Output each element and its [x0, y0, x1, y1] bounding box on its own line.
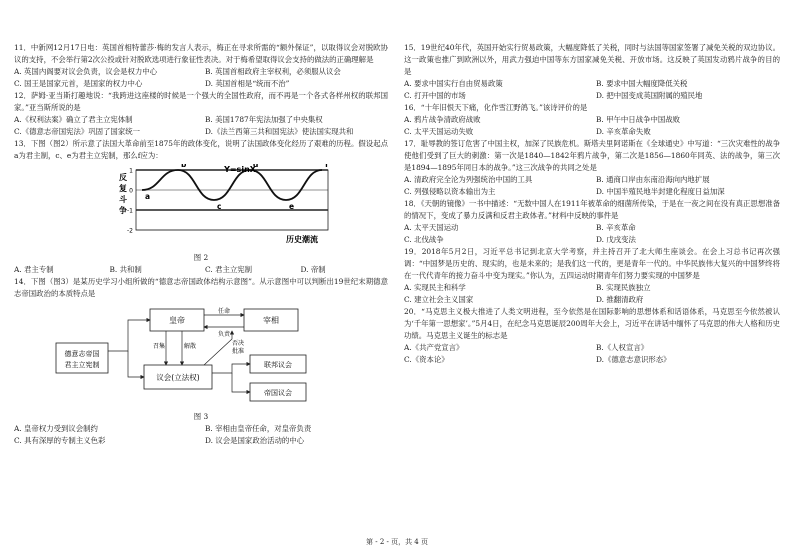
q19-option-a: A. 实现民主和科学 — [404, 282, 466, 292]
q20-option-c: C.《资本论》 — [404, 354, 449, 364]
q16-option-a: A. 鸦片战争清政府战败 — [404, 114, 481, 124]
q19-option-c: C. 建立社会主义国家 — [404, 294, 474, 304]
chart-point-label-a: a — [145, 191, 151, 201]
q18-option-c: C. 北伐战争 — [404, 234, 444, 244]
q14-option-b: B. 宰相由皇帝任命，对皇帝负责 — [205, 423, 312, 433]
left-column — [14, 42, 388, 447]
q11-option-b: B. 英国首相政府主宰权利，必须服从议会 — [205, 66, 341, 76]
question-13-options — [14, 264, 388, 276]
chart-xlabel: 历史潮流 — [286, 234, 318, 244]
chart-frame — [136, 170, 328, 230]
figure-2-chart — [116, 164, 388, 252]
chart-point-label-e: e — [289, 201, 295, 211]
label-veto: 否决 — [231, 339, 245, 347]
question-20-stem: 20．“马克思主义极大推进了人类文明进程，至今依然是在国际影响的思想体系和话语体系，马克思至今依然被认为‘千年第一思想家’。”5月4日，在纪念马克思诞辰200周年大会上，习近平在讲话中缅怀了马克思的伟大人格和历史功绩。马克思主义诞生的标志是 — [404, 306, 780, 340]
question-11-stem: 11．中新网12月17日电：英国首相特蕾莎·梅的发言人表示，梅正在寻求所需的“额外保证”，以取得议会对脱欧协议的支持，不会举行第2次公投或针对脱欧选项进行象征性表决。对于梅希望取得议会支持的做法的正确理解是 — [14, 43, 388, 64]
question-15-stem: 15．19世纪40年代，英国开始实行贸易政策，大幅度降低了关税，同时与法国等国家签署了减免关税的双边协议。这一政策也推广到欧洲以外，用武力强迫中国等东方国家减免关税、开放市场。这反映了英国发动鸦片战争的目的是 — [404, 43, 780, 76]
question-14-options — [14, 423, 388, 447]
q12-option-b: B. 美国1787年宪法加强了中央集权 — [205, 114, 323, 124]
chart-point-label-b: b — [181, 163, 187, 169]
q16-option-d: D. 辛亥革命失败 — [596, 126, 651, 136]
q19-option-d: D. 推翻清政府 — [596, 294, 644, 304]
q13-option-d: D. 帝制 — [300, 264, 326, 274]
question-13-stem: 13．下图（图2）所示意了法国大革命前至1875年的政体变化，说明了法国政体变化经历了艰难的历程。假设起点a为君主制，c、e为君主立宪制，那么f应为： — [14, 138, 388, 160]
figure-3-diagram — [54, 303, 388, 411]
q17-option-c: C. 列强侵略以资本输出为主 — [404, 186, 496, 196]
question-18-stem: 18．《天朝的镜像》一书中描述：“无数中国人在1911年被革命的细菌所传染，于是在一夜之间在没有真正思想准备的情况下，变成了暴力反满和反君主政体者。”材料中反映的事件是 — [404, 198, 780, 220]
chart-ytick-label: 0 — [129, 187, 133, 195]
connector-left-parliament — [128, 351, 144, 377]
q20-option-a: A.《共产党宣言》 — [404, 342, 464, 352]
label-responsible: 负责 — [217, 330, 231, 338]
q17-option-a: A. 清政府完全沦为列强统治中国的工具 — [404, 174, 533, 184]
sine-chart-svg — [116, 164, 336, 248]
lower-house-label: 帝国议会 — [264, 388, 292, 397]
q14-option-a: A. 皇帝权力受到议会制约 — [14, 423, 98, 433]
connector-left-emperor — [108, 320, 150, 351]
q14-option-d: D. 议会是国家政治活动的中心 — [205, 435, 305, 445]
chart-ytick-label: -2 — [127, 227, 133, 235]
politics-diagram-svg — [54, 303, 314, 407]
chart-point-label-d: d — [253, 163, 259, 169]
question-19-stem: 19．2018年5月2日，习近平总书记到北京大学考察，并主持召开了北大师生座谈会。在会上习总书记再次强调：“中国梦是历史的、现实的，也是未来的；是我们这一代的，更是青年一代的。中华民族伟大复兴的中国梦终将在一代代青年的接力奋斗中变为现实。”你认为，五四运动时期青年们努力要实现的中国梦是 — [404, 246, 780, 280]
connector-lower — [232, 373, 250, 392]
figure-2-caption: 图 2 — [193, 252, 209, 262]
label-approve: 批准 — [231, 347, 245, 355]
q20-option-b: B.《人权宣言》 — [596, 342, 649, 352]
chart-series-line — [142, 170, 322, 200]
question-16-options — [404, 114, 780, 138]
question-17-stem: 17．耻辱教的签订危害了中国主权，加深了民族危机。斯塔夫里阿诺斯在《全球通史》中写道：“三次灾难性的战争使他们受到了巨大的刺激：第一次是1840—1842年鸦片战争，第二次是1856—1860年同英、法的战争，第三次是1894—1895年同日本的战争。”这三次战争的共同之处是 — [404, 138, 780, 172]
q13-option-c: C. 君主立宪制 — [205, 264, 253, 274]
question-17-options — [404, 174, 780, 198]
emperor-label: 皇帝 — [169, 315, 185, 325]
figure-3-caption: 图 3 — [193, 411, 209, 421]
chart-ytick-label: -1 — [127, 207, 133, 215]
question-12-stem: 12．萨姆·亚当斯打趣地说：“我跨进这座楼的时候是一个强大的全国性政府，而不再是一个各式各样州权的联邦国家。”亚当斯所说的是 — [14, 90, 388, 112]
q18-option-a: A. 太平天国运动 — [404, 222, 459, 232]
chancellor-label: 宰相 — [263, 315, 279, 325]
question-14-stem: 14．下图（图3）是某历史学习小组所做的“德意志帝国政体结构示意图”。从示意图中可以判断出19世纪末期德意志帝国政治的本质特点是 — [14, 276, 388, 298]
left-box-line2: 君主立宪制 — [64, 360, 100, 369]
q18-option-d: D. 戊戌变法 — [596, 234, 636, 244]
chart-title: Y=sinX — [224, 164, 256, 174]
question-16-stem: 16．“十年旧恨天下痛，化作雪江野鸽飞。”该诗评价的是 — [404, 102, 588, 112]
label-summon: 召集 — [152, 342, 166, 350]
q16-option-c: C. 太平天国运动失败 — [404, 126, 474, 136]
q12-option-d: D.《法兰西第三共和国宪法》使法国实现共和 — [205, 126, 354, 136]
label-dissolve: 解散 — [183, 342, 197, 350]
q17-option-d: D. 中国半殖民地半封建化程度日益加深 — [596, 186, 725, 196]
q11-option-c: C. 国王是国家元首，是国家的权力中心 — [14, 78, 143, 88]
q16-option-b: B. 甲午中日战争中国战败 — [596, 114, 681, 124]
q20-option-d: D.《德意志意识形态》 — [596, 354, 671, 364]
chart-point-label-c: c — [217, 201, 222, 211]
q13-option-b: B. 共和制 — [109, 264, 142, 274]
right-column — [404, 42, 780, 366]
q15-option-c: C. 打开中国的市场 — [404, 90, 466, 100]
upper-house-label: 联邦议会 — [264, 360, 292, 369]
parliament-label: 议会(立法权) — [156, 372, 200, 382]
q15-option-a: A. 要求中国实行自由贸易政策 — [404, 78, 503, 88]
page-footer: 第 - 2 - 页，共 4 页 — [366, 538, 428, 546]
q11-option-a: A. 英国内阁要对议会负责，议会是权力中心 — [14, 66, 158, 76]
chart-ytick-label: 1 — [129, 167, 133, 175]
q11-option-d: D. 英国首相是“统而不治” — [205, 78, 290, 88]
q13-option-a: A. 君主专制 — [14, 264, 54, 274]
question-12-options — [14, 114, 388, 138]
chart-ylabel: 反复斗争 — [119, 172, 127, 215]
question-20-options — [404, 342, 780, 366]
q12-option-c: C.《德意志帝国宪法》巩固了国家统一 — [14, 126, 140, 136]
q14-option-c: C. 具有深厚的专制主义色彩 — [14, 435, 106, 445]
chart-point-label-f: f — [325, 163, 329, 169]
connector-upper — [212, 364, 250, 373]
label-appoint: 任命 — [217, 307, 231, 315]
q18-option-b: B. 辛亥革命 — [596, 222, 636, 232]
q15-option-d: D. 把中国变成英国附属的殖民地 — [596, 90, 703, 100]
left-box-line1: 德意志帝国 — [64, 349, 100, 358]
q17-option-b: B. 通商口岸由东南沿海向内地扩展 — [596, 174, 710, 184]
question-19-options — [404, 282, 780, 306]
q19-option-b: B. 实现民族独立 — [596, 282, 651, 292]
q12-option-a: A.《权利法案》确立了君主立宪体制 — [14, 114, 133, 124]
q15-option-b: B. 要求中国大幅度降低关税 — [596, 78, 688, 88]
question-15-options — [404, 78, 780, 102]
question-11-options — [14, 66, 388, 90]
question-18-options — [404, 222, 780, 246]
